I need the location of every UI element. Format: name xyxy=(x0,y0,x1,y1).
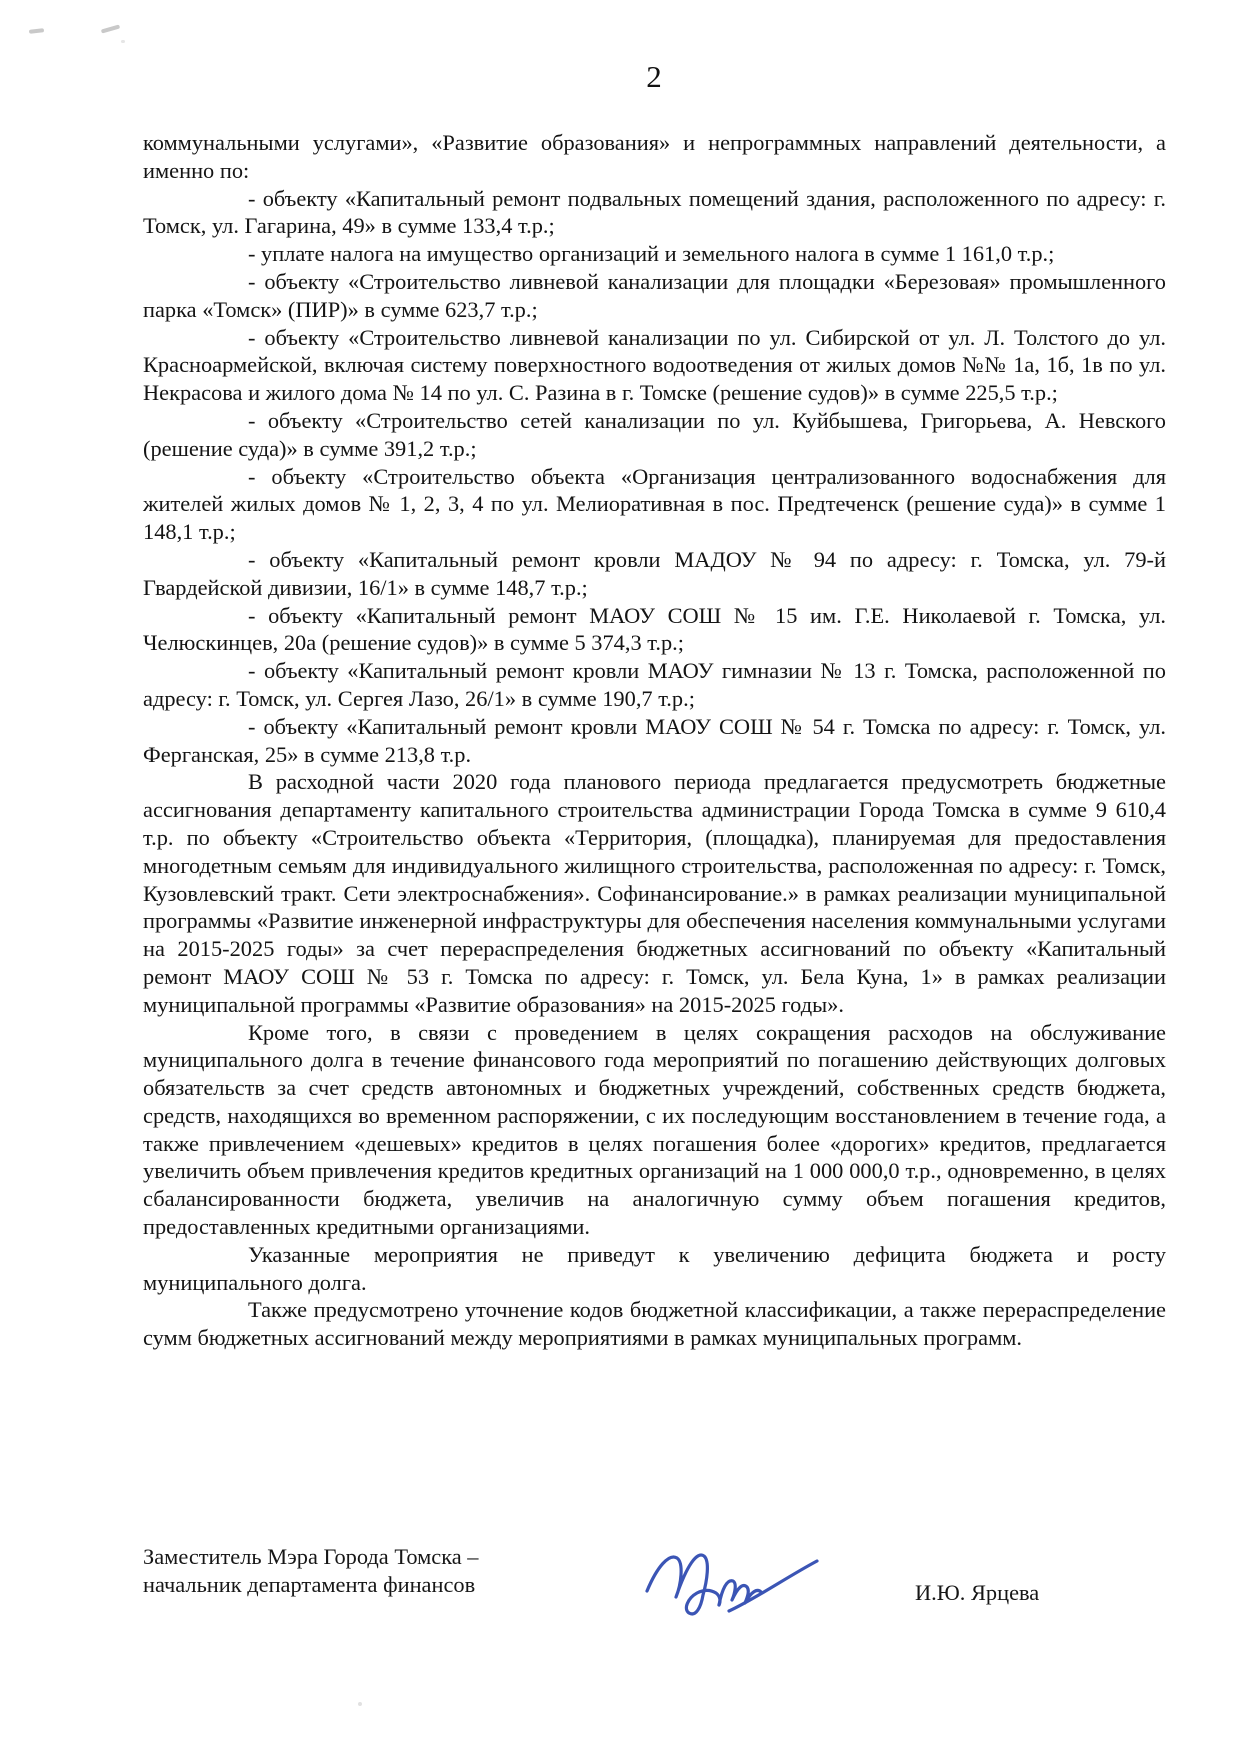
body-paragraph: Также предусмотрено уточнение кодов бюджетной классификации, а также перераспределение сумм бюджетных ассигнований между мероприятиями в рамках муниципальных программ. xyxy=(143,1297,1166,1351)
body-paragraph: - объекту «Строительство ливневой канализации по ул. Сибирской от ул. Л. Толстого до ул. Красноармейской, включая систему поверхностного водоотведения от жилых домов №№ 1а, 1б, 1в по ул. Некрасова и жилого дома № 14 по ул. С. Разина в г. Томске (решение судов)» в сумме 225,5 т.р.; xyxy=(143,324,1166,406)
handwritten-signature-icon xyxy=(643,1541,823,1619)
signer-title xyxy=(143,1543,563,1599)
signatory-name: И.Ю. Ярцева xyxy=(915,1580,1040,1605)
signer-title-line1: Заместитель Мэра Города Томска – xyxy=(143,1544,479,1569)
scan-artifact-mark xyxy=(121,40,125,43)
body-paragraph: - объекту «Строительство сетей канализации по ул. Куйбышева, Григорьева, А. Невского (решение суда)» в сумме 391,2 т.р.; xyxy=(143,407,1166,461)
body-paragraph: В расходной части 2020 года планового периода предлагается предусмотреть бюджетные ассигнования департаменту капитального строительства администрации Города Томска в сумме 9 610,4 т.р. по объекту «Строительство объекта «Территория, (площадка), планируемая для предоставления многодетным семьям для индивидуального жилищного строительства, расположенная по адресу: г. Томск, Кузовлевский тракт. Сети электроснабжения». Софинансирование.» в рамках реализации муниципальной программы «Развитие инженерной инфраструктуры для обеспечения населения коммунальными услугами на 2015-2025 годы» за счет перераспределения бюджетных ассигнований по объекту «Капитальный ремонт МАОУ СОШ № 53 г. Томска по адресу: г. Томск, ул. Бела Куна, 1» в рамках реализации муниципальной программы «Развитие образования» на 2015-2025 годы». xyxy=(143,769,1166,1017)
body-paragraph: - объекту «Капитальный ремонт кровли МАДОУ № 94 по адресу: г. Томска, ул. 79-й Гвардейской дивизии, 16/1» в сумме 148,7 т.р.; xyxy=(143,546,1166,600)
body-paragraph: - уплате налога на имущество организаций и земельного налога в сумме 1 161,0 т.р.; xyxy=(248,241,1055,267)
body-paragraph: коммунальными услугами», «Развитие образования» и непрограммных направлений деятельности, а именно по: xyxy=(143,130,1166,183)
document-body xyxy=(143,129,1166,1352)
body-paragraph: - объекту «Капитальный ремонт подвальных помещений здания, расположенного по адресу: г. Томск, ул. Гагарина, 49» в сумме 133,4 т.р.; xyxy=(143,185,1166,239)
scan-artifact-mark xyxy=(29,28,44,34)
page-number: 2 xyxy=(646,59,662,94)
signature-block xyxy=(143,1543,1166,1633)
body-paragraph: Указанные мероприятия не приведут к увеличению дефицита бюджета и росту муниципального долга. xyxy=(143,1241,1166,1295)
body-paragraph: - объекту «Капитальный ремонт МАОУ СОШ № 15 им. Г.Е. Николаевой г. Томска, ул. Челюскинцев, 20а (решение судов)» в сумме 5 374,3 т.р.; xyxy=(143,602,1166,656)
body-paragraph: - объекту «Капитальный ремонт кровли МАОУ СОШ № 54 г. Томска по адресу: г. Томск, ул. Ферганская, 25» в сумме 213,8 т.р. xyxy=(143,713,1166,767)
signer-title-line2: начальник департамента финансов xyxy=(143,1571,476,1597)
scan-artifact-mark xyxy=(101,24,120,33)
body-paragraph: - объекту «Капитальный ремонт кровли МАОУ гимназии № 13 г. Томска, расположенной по адресу: г. Томск, ул. Сергея Лазо, 26/1» в сумме 190,7 т.р.; xyxy=(143,658,1166,711)
body-paragraph: Кроме того, в связи с проведением в целях сокращения расходов на обслуживание муниципального долга в течение финансового года мероприятий по погашению действующих долговых обязательств за счет средств автономных и бюджетных учреждений, собственных средств бюджета, средств, находящихся во временном распоряжении, с их последующим восстановлением в течение года, а также привлечением «дешевых» кредитов в целях погашения более «дорогих» кредитов, предлагается увеличить объем привлечения кредитов кредитных организаций на 1 000 000,0 т.р., одновременно, в целях сбалансированности бюджета, увеличив на аналогичную сумму объем погашения кредитов, предоставленных кредитными организациями. xyxy=(143,1019,1166,1240)
body-paragraph: - объекту «Строительство объекта «Организация централизованного водоснабжения для жителей жилых домов № 1, 2, 3, 4 по ул. Мелиоративная в пос. Предтеченск (решение суда)» в сумме 1 148,1 т.р.; xyxy=(143,463,1166,545)
body-paragraph: - объекту «Строительство ливневой канализации для площадки «Березовая» промышленного парка «Томск» (ПИР)» в сумме 623,7 т.р.; xyxy=(143,268,1166,322)
scan-artifact-mark xyxy=(358,1702,362,1706)
